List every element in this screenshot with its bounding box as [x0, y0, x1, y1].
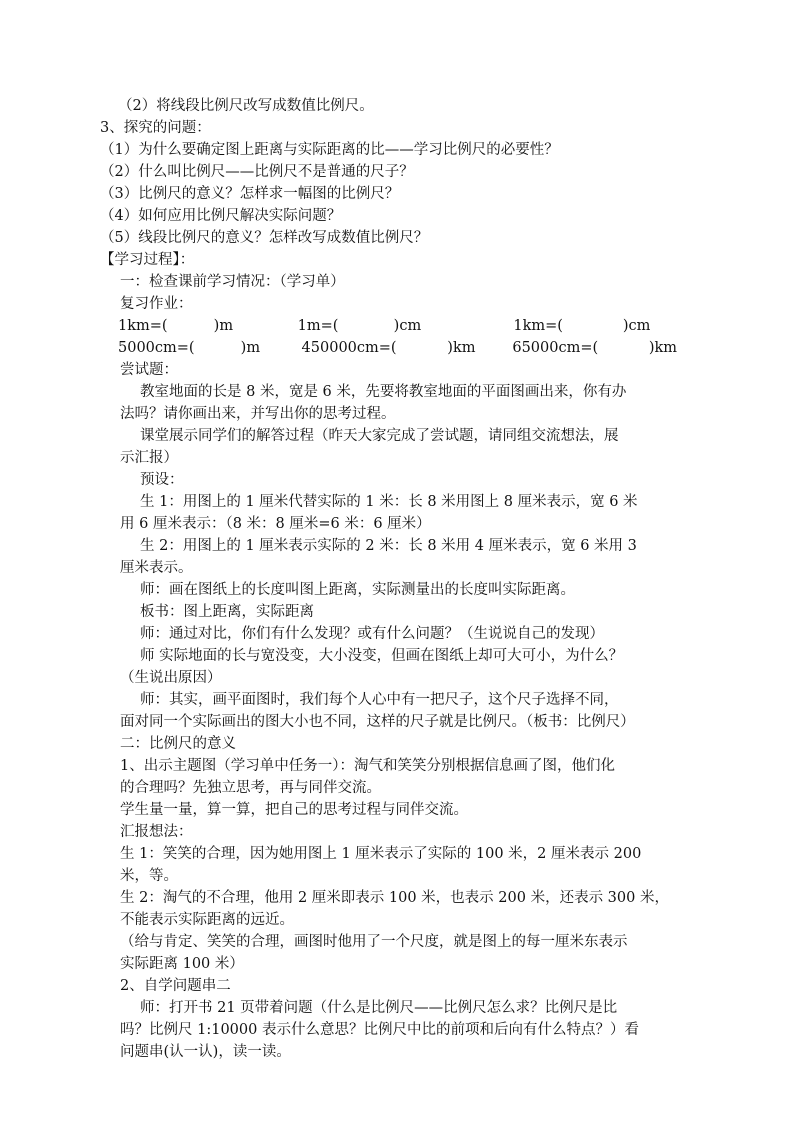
text-line: 预设：	[140, 472, 184, 488]
text-line: （给与肯定、笑笑的合理，画图时他用了一个尺度，就是图上的每一厘米东表示	[120, 934, 628, 950]
text-line: 面对同一个实际画出的图大小也不同，这样的尺子就是比例尺。（板书：比例尺）	[120, 714, 635, 730]
text-line: 师：画在图纸上的长度叫图上距离，实际测量出的长度叫实际距离。	[140, 582, 575, 598]
section-heading: 【学习过程】：	[100, 252, 195, 268]
text-line: （1）为什么要确定图上距离与实际距离的比——学习比例尺的必要性？	[100, 142, 559, 158]
exercise-row: 5000cm=( )m 450000cm=( )km 65000cm=( )km	[118, 340, 678, 356]
text-line: （5）线段比例尺的意义？怎样改写成数值比例尺？	[100, 230, 429, 246]
text-line: （生说出原因）	[120, 670, 222, 686]
text-line: 问题串(认一认)，读一读。	[120, 1044, 291, 1060]
text-line: 复习作业：	[120, 296, 193, 312]
exercise-row: 1km=( )m 1m=( )cm 1km=( )cm	[118, 318, 651, 334]
text-line: 不能表示实际距离的远近。	[120, 912, 294, 928]
text-line: 课堂展示同学们的解答过程（昨天大家完成了尝试题，请同组交流想法，展	[140, 428, 619, 444]
text-line: （4）如何应用比例尺解决实际问题？	[100, 208, 342, 224]
text-line: 师：其实，画平面图时，我们每个人心中有一把尺子，这个尺子选择不同，	[140, 692, 619, 708]
text-line: （3）比例尺的意义？怎样求一幅图的比例尺？	[100, 186, 400, 202]
section-heading: 2、自学问题串二	[120, 978, 231, 994]
text-line: 的合理吗？先独立思考，再与同伴交流。	[120, 780, 381, 796]
text-line: 法吗？请你画出来，并写出你的思考过程。	[120, 406, 396, 422]
text-line: （2）什么叫比例尺——比例尺不是普通的尺子？	[100, 164, 414, 180]
text-line: 学生量一量，算一算，把自己的思考过程与同伴交流。	[120, 802, 468, 818]
text-line: 米，等。	[120, 868, 178, 884]
text-line: 1、出示主题图（学习单中任务一）：淘气和笑笑分别根据信息画了图，他们化	[120, 758, 615, 774]
text-line: 厘米表示。	[120, 560, 193, 576]
section-heading: 二：比例尺的意义	[120, 736, 236, 752]
text-line: 生 2：淘气的不合理，他用 2 厘米即表示 100 米，也表示 200 米，还表示 300 米，	[120, 890, 669, 906]
text-line: 用 6 厘米表示：（8 米：8 厘米=6 米：6 厘米）	[120, 516, 431, 532]
text-line: 示汇报）	[120, 450, 178, 466]
text-line: 师：通过对比，你们有什么发现？或有什么问题？（生说说自己的发现）	[140, 626, 604, 642]
text-line: （2）将线段比例尺改写成数值比例尺。	[118, 98, 374, 114]
text-line: 吗？比例尺 1:10000 表示什么意思？比例尺中比的前项和后向有什么特点？）看	[120, 1022, 639, 1038]
text-line: 板书：图上距离，实际距离	[140, 604, 314, 620]
text-line: 汇报想法：	[120, 824, 193, 840]
text-line: 师 实际地面的长与宽没变，大小没变，但画在图纸上却可大可小，为什么？	[140, 648, 624, 664]
text-line: 生 1：笑笑的合理，因为她用图上 1 厘米表示了实际的 100 米，2 厘米表示 200	[120, 846, 642, 862]
text-line: 生 2：用图上的 1 厘米表示实际的 2 米：长 8 米用 4 厘米表示，宽 6 米用 3	[140, 538, 637, 554]
text-line: 生 1：用图上的 1 厘米代替实际的 1 米：长 8 米用图上 8 厘米表示，宽 6 米	[140, 494, 638, 510]
text-line: 实际距离 100 米）	[120, 956, 244, 972]
text-line: 一：检查课前学习情况：（学习单）	[120, 274, 345, 290]
text-line: 教室地面的长是 8 米，宽是 6 米，先要将教室地面的平面图画出来，你有办	[140, 384, 627, 400]
text-line: 尝试题：	[120, 362, 178, 378]
text-line: 3、探究的问题：	[100, 120, 211, 136]
text-line: 师：打开书 21 页带着问题（什么是比例尺——比例尺怎么求？比例尺是比	[140, 1000, 618, 1016]
